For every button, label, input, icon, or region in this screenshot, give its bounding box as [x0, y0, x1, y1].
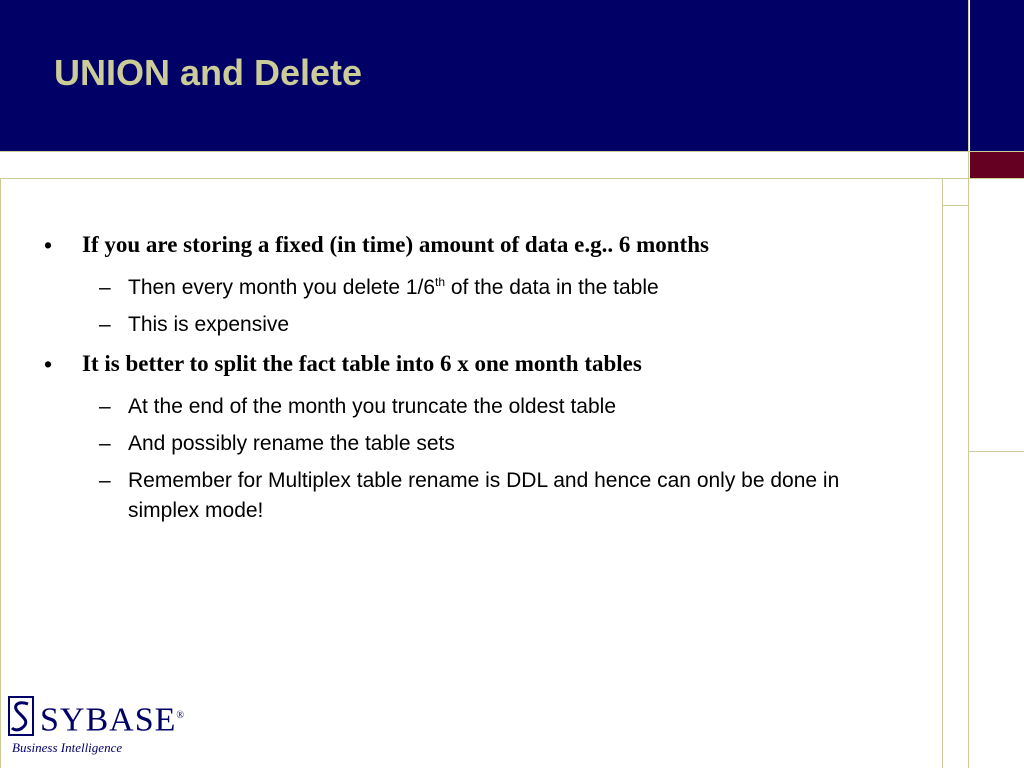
bullet-point	[0, 347, 940, 381]
dash-marker: –	[99, 469, 111, 492]
sub-point	[0, 273, 940, 303]
sub-point	[0, 392, 940, 422]
bullet-marker: •	[44, 232, 53, 258]
dash-marker: –	[99, 432, 111, 455]
bullet-text: If you are storing a fixed (in time) amount of data e.g.. 6 months	[82, 232, 709, 257]
sub-point	[0, 466, 940, 526]
logo-tagline: Business Intelligence	[12, 740, 123, 755]
bullet-text: It is better to split the fact table into 6 x one month tables	[82, 351, 642, 376]
sub-point-text: Remember for Multiplex table rename is DDL and hence can only be done in simplex mode!	[128, 469, 840, 522]
sub-point	[0, 310, 940, 340]
sub-point-text: At the end of the month you truncate the oldest table	[128, 395, 616, 418]
sub-point-text: Then every month you delete 1/6	[128, 276, 436, 299]
sub-point-text: of the data in the table	[445, 276, 659, 299]
frame-horizontal-rule	[942, 205, 969, 206]
frame-vertical-rule	[968, 0, 969, 768]
registered-mark: ®	[176, 710, 185, 721]
bullet-point	[0, 228, 940, 262]
frame-horizontal-rule	[0, 151, 1024, 152]
sub-point-text: This is expensive	[128, 313, 290, 336]
bullet-marker: •	[44, 351, 53, 377]
dash-marker: –	[99, 395, 111, 418]
frame-horizontal-rule	[968, 451, 1024, 452]
sybase-mark-icon	[8, 696, 34, 736]
sub-point	[0, 429, 940, 459]
header-band	[0, 0, 968, 151]
superscript: th	[435, 275, 446, 289]
dash-marker: –	[99, 313, 111, 336]
frame-horizontal-rule	[0, 178, 1024, 179]
logo-wordmark: SYBASE®	[40, 701, 185, 739]
dash-marker: –	[99, 276, 111, 299]
accent-block	[970, 152, 1024, 178]
frame-vertical-rule	[942, 178, 943, 768]
sybase-logo	[8, 696, 185, 760]
slide-body	[0, 228, 940, 533]
slide-title: UNION and Delete	[54, 52, 363, 93]
header-corner-block	[970, 0, 1024, 151]
sub-point-text: And possibly rename the table sets	[128, 432, 455, 455]
